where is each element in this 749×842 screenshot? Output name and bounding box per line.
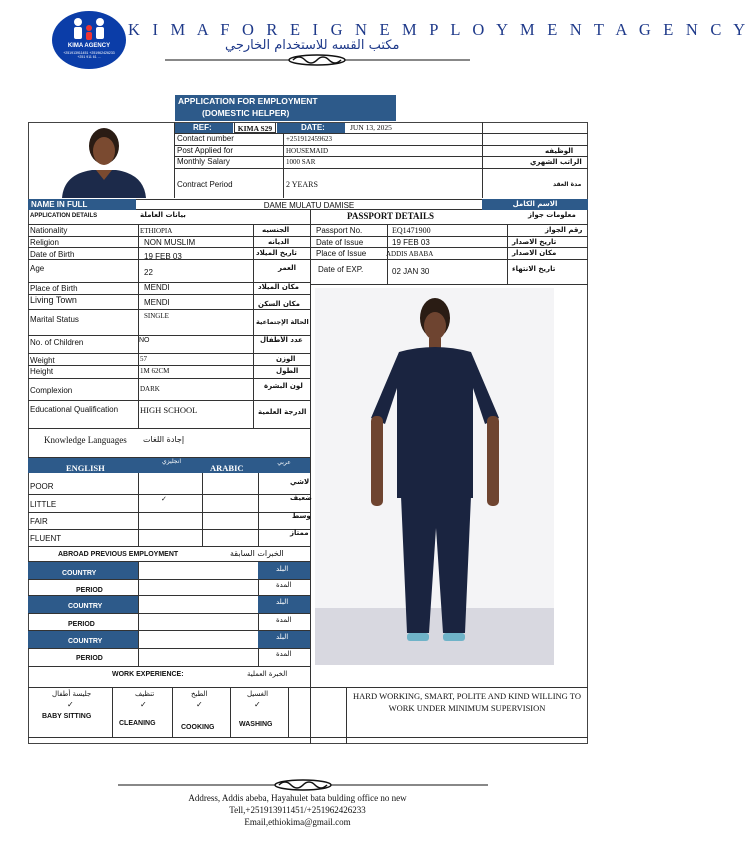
passport-no-label: Passport No. xyxy=(316,226,363,235)
living-town-arabic: مكان السكن xyxy=(258,300,300,308)
previous-employment-arabic: الخبرات السابقة xyxy=(230,549,284,558)
country-arabic-3: البلد xyxy=(276,633,289,641)
nationality-arabic: الجنسيه xyxy=(262,226,290,234)
country-arabic-2: البلد xyxy=(276,598,289,606)
place-of-issue-label: Place of Issue xyxy=(316,249,367,258)
place-of-issue-arabic: مكان الاصدار xyxy=(512,249,557,257)
period-label-3: PERIOD xyxy=(76,655,103,662)
date-of-birth-value: 19 FEB 03 xyxy=(144,252,182,261)
complexion-label: Complexion xyxy=(30,386,73,395)
application-details-arabic: بيانات العاملة xyxy=(140,211,186,219)
passport-no-value: EQ1471900 xyxy=(392,226,431,235)
name-label: NAME IN FULL xyxy=(28,199,136,210)
footer-address: Address, Addis abeba, Hayahulet bata bulding office no new xyxy=(188,793,407,803)
place-of-birth-value: MENDI xyxy=(144,283,170,292)
monthly-salary-label: Monthly Salary xyxy=(177,157,230,166)
agency-name: K I M A F O R E I G N E M P L O Y M E N T A G E N C Y xyxy=(128,20,749,39)
level-little-arabic: ضعيف xyxy=(290,494,312,502)
skill-baby-sitting-label: BABY SITTING xyxy=(42,713,92,720)
skill-cleaning-arabic: تنظيف xyxy=(135,690,155,698)
period-label-2: PERIOD xyxy=(68,621,95,628)
skill-washing-label: WASHING xyxy=(239,721,273,728)
contract-period-arabic: مدة العقد xyxy=(553,181,582,188)
nationality-label: Nationality xyxy=(30,226,68,235)
religion-label: Religion xyxy=(30,238,59,247)
english-header-arabic: انجليزي xyxy=(162,458,182,465)
country-label-1: COUNTRY xyxy=(62,570,97,577)
living-town-value: MENDI xyxy=(144,298,170,307)
country-label-2: COUNTRY xyxy=(68,603,103,610)
logo-title: KIMA AGENCY xyxy=(67,43,111,49)
weight-arabic: الوزن xyxy=(276,355,296,363)
period-arabic-3: المدة xyxy=(276,650,292,658)
contact-number-value: +251912459623 xyxy=(286,135,332,143)
place-of-birth-arabic: مكان الميلاد xyxy=(258,283,299,291)
name-arabic: الاسم الكامل xyxy=(482,199,588,210)
religion-value: NON MUSLIM xyxy=(144,238,196,247)
level-fair-label: FAIR xyxy=(30,517,48,526)
skill-cooking-label: COOKING xyxy=(181,724,215,731)
contact-number-label: Contact number xyxy=(177,134,234,143)
education-arabic: الدرجة العلمية xyxy=(258,408,307,416)
ref-label: REF: xyxy=(175,122,233,133)
arabic-header: ARABIC xyxy=(202,458,258,473)
complexion-arabic: لون البشرة xyxy=(264,382,303,390)
contract-period-value: 2 YEARS xyxy=(286,180,318,189)
height-label: Height xyxy=(30,367,54,376)
weight-label: Weight xyxy=(30,356,55,365)
footer-ornament xyxy=(118,778,488,792)
date-of-issue-value: 19 FEB 03 xyxy=(392,238,430,247)
children-arabic: عدد الأطفال xyxy=(260,336,303,344)
marital-status-value: SINGLE xyxy=(144,312,169,320)
level-little-english-check: ✓ xyxy=(161,496,167,503)
date-of-birth-arabic: تاريخ الميلاد xyxy=(256,249,297,257)
name-value: DAME MULATU DAMISE xyxy=(136,199,482,210)
ornament-divider xyxy=(165,53,470,67)
work-experience-arabic: الخبرة العملية xyxy=(247,670,288,678)
level-little-label: LITTLE xyxy=(30,500,57,509)
date-of-issue-arabic: تاريخ الاصدار xyxy=(512,238,557,246)
passport-details-arabic: معلومات جواز xyxy=(528,211,576,219)
date-of-issue-label: Date of Issue xyxy=(316,238,364,247)
monthly-salary-value: 1000 SAR xyxy=(286,158,316,166)
footer-email: Email,ethiokima@gmail.com xyxy=(244,817,351,827)
form-title xyxy=(175,95,396,121)
knowledge-languages-arabic: إجادة اللغات xyxy=(143,435,185,444)
skill-washing-check: ✓ xyxy=(254,700,261,709)
skill-baby-sitting-check: ✓ xyxy=(67,700,74,709)
date-value: JUN 13, 2025 xyxy=(350,123,392,132)
children-label: No. of Children xyxy=(30,338,84,347)
ref-value: KIMA S29 xyxy=(234,122,276,133)
period-arabic-2: المدة xyxy=(276,616,292,624)
footer-tel: Tell,+251913911451/+251962426233 xyxy=(229,805,366,815)
weight-value: 57 xyxy=(140,355,147,363)
education-label: Educational Qualification xyxy=(30,405,119,414)
complexion-value: DARK xyxy=(140,385,160,393)
children-value: NO xyxy=(139,337,150,344)
age-arabic: العمر xyxy=(278,264,297,272)
height-value: 1M 62CM xyxy=(140,367,170,375)
previous-employment-label: ABROAD PREVIOUS EMPLOYMENT xyxy=(58,551,179,558)
full-body-photo xyxy=(315,288,554,665)
date-label: DATE: xyxy=(277,122,345,133)
place-of-birth-label: Place of Birth xyxy=(30,284,78,293)
marital-status-arabic: الحالة الإجتماعية xyxy=(256,318,309,326)
age-label: Age xyxy=(30,264,45,273)
work-experience-label: WORK EXPERIENCE: xyxy=(112,671,184,678)
country-label-3: COUNTRY xyxy=(68,638,103,645)
living-town-label: Living Town xyxy=(30,295,77,305)
passport-no-arabic: رقم الجواز xyxy=(545,226,583,234)
level-fluent-arabic: ممتاز xyxy=(290,529,309,537)
headshot-photo xyxy=(34,124,172,198)
contract-period-label: Contract Period xyxy=(177,180,233,189)
logo-phones: +251913911451 +251962426233 +251 911 61 ... xyxy=(63,51,115,59)
remarks-text: HARD WORKING, SMART, POLITE AND KIND WILLING TO WORK UNDER MINIMUM SUPERVISION xyxy=(353,691,581,713)
period-arabic-1: المدة xyxy=(276,581,292,589)
date-of-exp-value: 02 JAN 30 xyxy=(392,267,430,276)
date-of-exp-arabic: تاريخ الانتهاء xyxy=(512,265,556,273)
form-title-line2: (DOMESTIC HELPER) xyxy=(202,108,290,118)
date-of-exp-label: Date of EXP. xyxy=(318,265,364,274)
english-header: ENGLISH xyxy=(28,458,202,473)
skill-cleaning-check: ✓ xyxy=(140,700,147,709)
monthly-salary-arabic: الراتب الشهري xyxy=(530,158,582,166)
period-label-1: PERIOD xyxy=(76,587,103,594)
place-of-issue-value: ADDIS ABABA xyxy=(386,250,434,258)
country-arabic-1: البلد xyxy=(276,565,289,573)
passport-details-label: PASSPORT DETAILS xyxy=(347,211,434,221)
post-applied-value: HOUSEMAID xyxy=(286,147,328,155)
post-applied-arabic: الوظيفه xyxy=(545,147,574,155)
skill-cooking-arabic: الطبخ xyxy=(191,690,208,698)
agency-name-arabic: مكتب القسه للاستخدام الخارجي xyxy=(225,38,400,53)
level-fair-arabic: وسط xyxy=(292,512,311,520)
arabic-header-arabic: عربي xyxy=(258,458,310,473)
skill-baby-sitting-arabic: جليسة أطفال xyxy=(52,690,92,698)
nationality-value: ETHIOPIA xyxy=(140,227,173,235)
date-of-birth-label: Date of Birth xyxy=(30,250,75,259)
marital-status-label: Marital Status xyxy=(30,315,79,324)
religion-arabic: الديانه xyxy=(268,238,290,246)
age-value: 22 xyxy=(144,268,153,277)
post-applied-label: Post Applied for xyxy=(177,146,234,155)
level-poor-arabic: لاشي xyxy=(290,478,310,486)
education-value: HIGH SCHOOL xyxy=(140,405,198,415)
height-arabic: الطول xyxy=(276,367,299,375)
knowledge-languages-label: Knowledge Languages xyxy=(44,435,127,445)
skill-cleaning-label: CLEANING xyxy=(119,720,156,727)
application-details-label: APPLICATION DETAILS xyxy=(30,213,98,219)
form-title-line1: APPLICATION FOR EMPLOYMENT xyxy=(178,96,318,106)
level-fluent-label: FLUENT xyxy=(30,534,62,543)
skill-washing-arabic: الغسيل xyxy=(247,690,269,698)
level-poor-label: POOR xyxy=(30,482,54,491)
family-icon xyxy=(68,16,110,42)
skill-cooking-check: ✓ xyxy=(196,700,203,709)
